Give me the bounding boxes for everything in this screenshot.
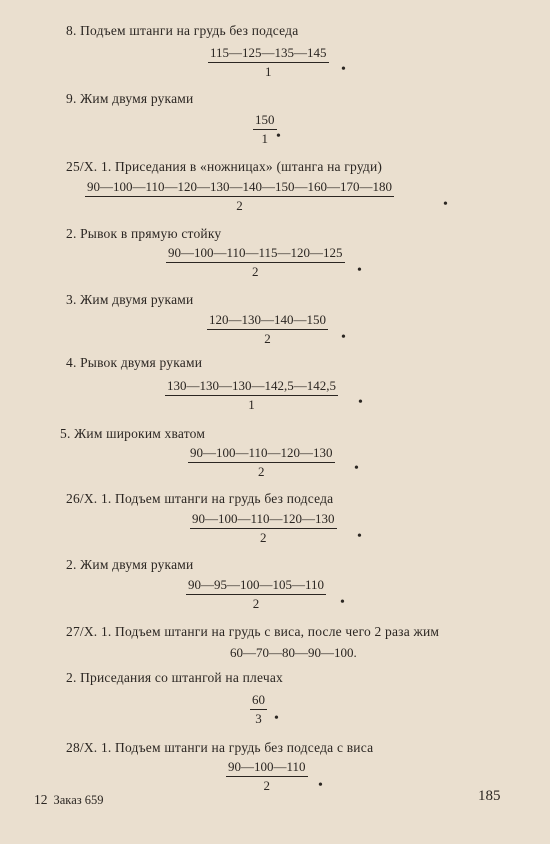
sets-count: 1 — [265, 64, 272, 79]
weights-fraction — [208, 45, 329, 80]
period-mark: • — [357, 263, 362, 278]
exercise-title: 8. Подъем штанги на грудь без подседа — [66, 23, 299, 38]
weights-fraction — [188, 445, 335, 480]
weights-sequence: 90—100—110—115—120—125 — [166, 245, 345, 263]
sets-count: 2 — [236, 198, 243, 213]
weights-sequence: 90—100—110 — [226, 759, 308, 777]
sets-count: 3 — [255, 711, 262, 726]
exercise-title: 4. Рывок двумя руками — [66, 355, 203, 370]
weights-sequence: 90—95—100—105—110 — [186, 577, 326, 595]
period-mark: • — [358, 395, 363, 410]
exercise-title: 27/X. 1. Подъем штанги на грудь с виса, после чего 2 раза жим — [66, 624, 440, 639]
sets-count: 1 — [248, 397, 255, 412]
period-mark: • — [318, 778, 323, 793]
weights-fraction — [190, 511, 337, 546]
weights-fraction — [186, 577, 326, 612]
exercise-title: 2. Приседания со штангой на плечах — [66, 670, 283, 685]
period-mark: • — [443, 197, 448, 212]
period-mark: • — [276, 129, 281, 144]
sets-count: 2 — [258, 464, 265, 479]
weights-sequence: 60 — [250, 692, 267, 710]
weights-fraction — [207, 312, 328, 347]
weights-fraction — [253, 112, 277, 147]
period-mark: • — [274, 711, 279, 726]
weights-fraction — [165, 378, 338, 413]
weights-fraction — [166, 245, 345, 280]
period-mark: • — [341, 330, 346, 345]
weights-fraction — [250, 692, 267, 727]
exercise-title: 2. Рывок в прямую стойку — [66, 226, 222, 241]
exercise-title: 28/X. 1. Подъем штанги на грудь без подседа с виса — [66, 740, 374, 755]
weights-sequence: 120—130—140—150 — [207, 312, 328, 330]
signature-number: 12 — [34, 792, 48, 807]
weights-sequence: 150 — [253, 112, 277, 130]
order-text: Заказ 659 — [53, 793, 104, 807]
weights-sequence: 90—100—110—120—130 — [190, 511, 337, 529]
exercise-title: 25/X. 1. Приседания в «ножницах» (штанга на груди) — [66, 159, 383, 174]
exercise-title: 26/X. 1. Подъем штанги на грудь без подседа — [66, 491, 334, 506]
period-mark: • — [341, 62, 346, 77]
weights-fraction — [85, 179, 394, 214]
exercise-title: 9. Жим двумя руками — [66, 91, 194, 106]
sets-count: 1 — [261, 131, 268, 146]
period-mark: • — [354, 461, 359, 476]
exercise-title: 3. Жим двумя руками — [66, 292, 194, 307]
sets-count: 2 — [252, 596, 260, 611]
exercise-title: 5. Жим широким хватом — [60, 426, 206, 441]
sets-count: 2 — [264, 331, 271, 346]
weights-sequence: 130—130—130—142,5—142,5 — [165, 378, 338, 396]
sets-count: 2 — [252, 264, 259, 279]
period-mark: • — [340, 595, 345, 610]
period-mark: • — [357, 529, 362, 544]
sets-count: 2 — [260, 530, 267, 545]
page-number: 185 — [478, 788, 501, 804]
weights-sequence: 90—100—110—120—130 — [188, 445, 335, 463]
weights-sequence: 60—70—80—90—100. — [230, 645, 357, 660]
printer-imprint — [34, 792, 104, 808]
sets-count: 2 — [263, 778, 271, 793]
weights-sequence: 115—125—135—145 — [208, 45, 329, 63]
weights-fraction — [226, 759, 308, 794]
exercise-title: 2. Жим двумя руками — [66, 557, 194, 572]
weights-sequence: 90—100—110—120—130—140—150—160—170—180 — [85, 179, 394, 197]
